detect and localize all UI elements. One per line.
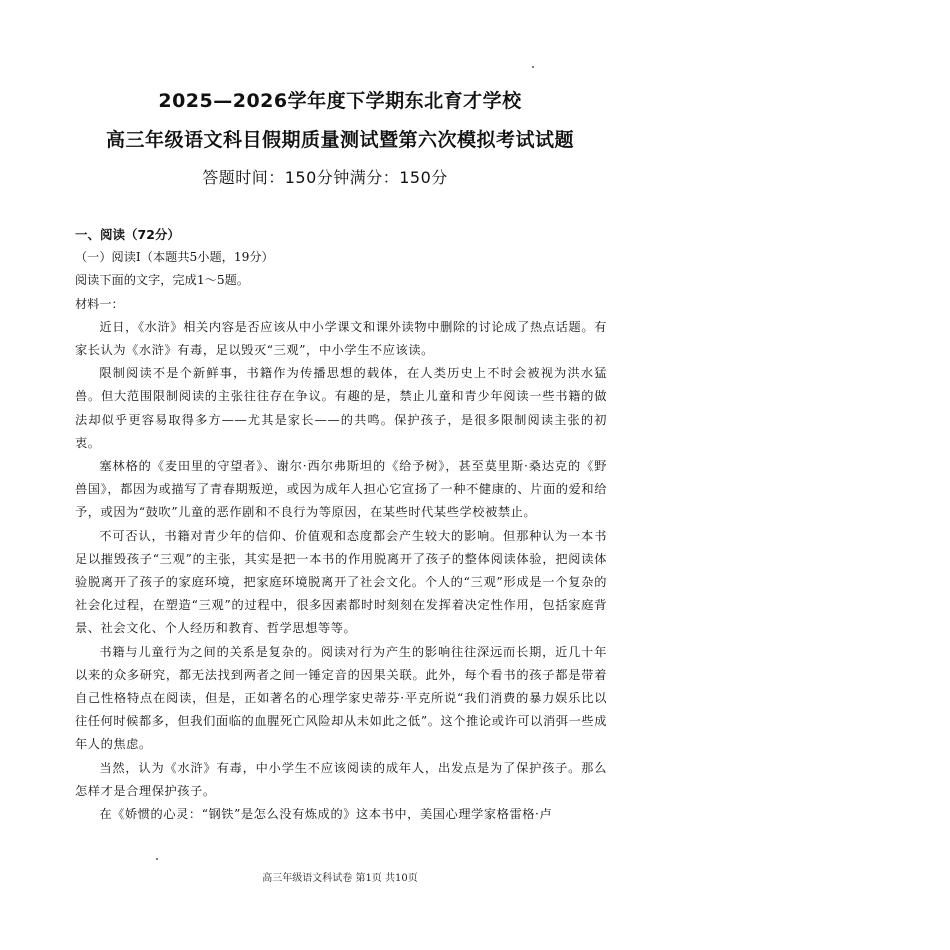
reading-instruction: 阅读下面的文字，完成1～5题。 (75, 273, 249, 288)
paragraph-6: 当然，认为《水浒》有毒，中小学生不应该阅读的成年人，出发点是为了保护孩子。那么怎样才是合理保护孩子。 (75, 760, 607, 798)
exam-title-line2: 高三年级语文科目假期质量测试暨第六次模拟考试试题 (105, 129, 574, 151)
section-heading: 一、阅读（72分） (75, 227, 180, 242)
paragraph-1: 近日，《水浒》相关内容是否应该从中小学课文和课外读物中删除的讨论成了热点话题。有家长认为《水浒》有毒，足以毁灭“三观”，中小学生不应该读。 (75, 319, 607, 358)
exam-title-line1: 2025—2026学年度下学期东北育才学校 (158, 90, 522, 112)
paragraph-7: 在《娇惯的心灵：“钢铁”是怎么没有炼成的》这本书中，美国心理学家格雷格·卢 (99, 807, 553, 822)
paragraph-3: 塞林格的《麦田里的守望者》、谢尔·西尔弗斯坦的《给予树》，甚至莫里斯·桑达克的《野兽国》，都因为或描写了青春期叛逆，或因为成年人担心它宣扬了一种不健康的、片面的爱和给予，或因为“鼓吹”儿童的恶作剧和不良行为等原因，在某些时代某些学校被禁止。 (75, 459, 607, 520)
scan-dot-top (532, 66, 534, 68)
paragraph-2: 限制阅读不是个新鲜事，书籍作为传播思想的载体，在人类历史上不时会被视为洪水猛兽。但大范围限制阅读的主张往往存在争议。有趣的是，禁止儿童和青少年阅读一些书籍的做法却似乎更容易取得多方——尤其是家长——的共鸣。保护孩子，是很多限制阅读主张的初衷。 (75, 366, 607, 450)
paragraph-5: 书籍与儿童行为之间的关系是复杂的。阅读对行为产生的影响往往深远而长期，近几十年以来的众多研究，都无法找到两者之间一锤定音的因果关联。此外，每个看书的孩子都是带着自己性格特点在阅读，但是，正如著名的心理学家史蒂芬·平克所说“我们消费的暴力娱乐比以往任何时候都多，但我们面临的血腥死亡风险却从未如此之低”。这个推论或许可以消弭一些成年人的焦虑。 (75, 644, 607, 752)
material-label: 材料一： (75, 296, 124, 311)
exam-content (75, 223, 607, 826)
sub-section-heading: （一）阅读Ⅰ（本题共5小题，19分） (75, 250, 274, 265)
exam-time-score: 答题时间：150分钟满分：150分 (202, 168, 448, 187)
paragraph-4: 不可否认，书籍对青少年的信仰、价值观和态度都会产生较大的影响。但那种认为一本书足以摧毁孩子“三观”的主张，其实是把一本书的作用脱离开了孩子的整体阅读体验，把阅读体验脱离开了孩子的家庭环境，把家庭环境脱离开了社会文化。个人的“三观”形成是一个复杂的社会化过程，在塑造“三观”的过程中，很多因素都时时刻刻在发挥着决定性作用，包括家庭背景、社会文化、个人经历和教育、哲学思想等等。 (75, 528, 607, 636)
page-footer: 高三年级语文科试卷 第1页 共10页 (262, 873, 418, 884)
scan-dot-bottom (156, 858, 158, 860)
